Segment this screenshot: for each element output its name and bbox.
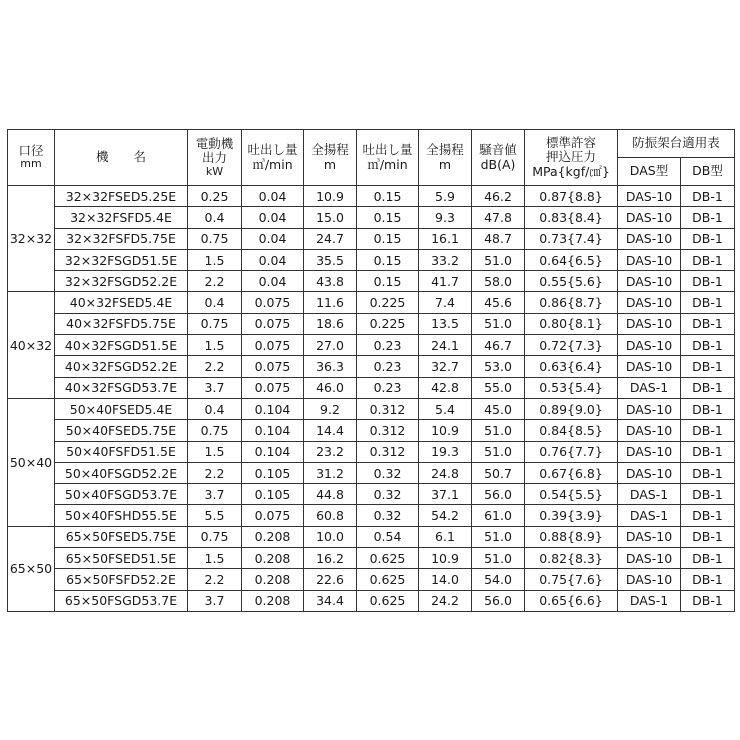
pressure-cell: 0.86{8.7} bbox=[525, 292, 618, 313]
power-cell: 2.2 bbox=[188, 271, 242, 292]
noise-cell: 54.0 bbox=[472, 569, 525, 590]
header-model: 機 名 bbox=[55, 130, 188, 186]
header-head-2: 全揚程 m bbox=[419, 130, 472, 186]
pressure-cell: 0.75{7.6} bbox=[525, 569, 618, 590]
pressure-cell: 0.89{9.0} bbox=[525, 398, 618, 419]
bore-size-cell: 50×40 bbox=[8, 398, 55, 526]
discharge-1-cell: 0.208 bbox=[242, 569, 304, 590]
power-cell: 2.2 bbox=[188, 569, 242, 590]
das-cell: DAS-10 bbox=[618, 462, 681, 483]
das-cell: DAS-10 bbox=[618, 207, 681, 228]
pressure-cell: 0.84{8.5} bbox=[525, 420, 618, 441]
head-1-cell: 46.0 bbox=[304, 377, 357, 398]
table-row bbox=[8, 335, 735, 356]
table-row bbox=[8, 356, 735, 377]
pressure-cell: 0.83{8.4} bbox=[525, 207, 618, 228]
discharge-1-cell: 0.04 bbox=[242, 207, 304, 228]
header-pressure: 標準許容 押込圧力 MPa{kgf/㎠} bbox=[525, 130, 618, 186]
db-cell: DB-1 bbox=[681, 356, 735, 377]
power-cell: 0.4 bbox=[188, 292, 242, 313]
header-head-1: 全揚程 m bbox=[304, 130, 357, 186]
das-cell: DAS-10 bbox=[618, 398, 681, 419]
db-cell: DB-1 bbox=[681, 526, 735, 547]
discharge-1-cell: 0.075 bbox=[242, 377, 304, 398]
head-1-cell: 11.6 bbox=[304, 292, 357, 313]
pressure-cell: 0.67{6.8} bbox=[525, 462, 618, 483]
model-cell: 32×32FSFD5.75E bbox=[55, 228, 188, 249]
table-body bbox=[8, 186, 735, 612]
model-cell: 65×50FSFD52.2E bbox=[55, 569, 188, 590]
db-cell: DB-1 bbox=[681, 569, 735, 590]
head-1-cell: 16.2 bbox=[304, 548, 357, 569]
head-2-cell: 5.9 bbox=[419, 186, 472, 207]
power-cell: 3.7 bbox=[188, 484, 242, 505]
discharge-2-cell: 0.15 bbox=[357, 249, 419, 270]
pressure-cell: 0.39{3.9} bbox=[525, 505, 618, 526]
das-cell: DAS-1 bbox=[618, 505, 681, 526]
noise-cell: 51.0 bbox=[472, 420, 525, 441]
head-2-cell: 9.3 bbox=[419, 207, 472, 228]
pressure-cell: 0.72{7.3} bbox=[525, 335, 618, 356]
head-2-cell: 10.9 bbox=[419, 420, 472, 441]
header-bore: 口径 mm bbox=[8, 130, 55, 186]
das-cell: DAS-10 bbox=[618, 186, 681, 207]
discharge-2-cell: 0.625 bbox=[357, 590, 419, 611]
power-cell: 0.25 bbox=[188, 186, 242, 207]
noise-cell: 55.0 bbox=[472, 377, 525, 398]
db-cell: DB-1 bbox=[681, 484, 735, 505]
power-cell: 0.75 bbox=[188, 420, 242, 441]
table-row bbox=[8, 186, 735, 207]
pump-spec-table bbox=[7, 129, 735, 612]
head-2-cell: 14.0 bbox=[419, 569, 472, 590]
discharge-2-cell: 0.32 bbox=[357, 484, 419, 505]
noise-cell: 51.0 bbox=[472, 441, 525, 462]
head-2-cell: 5.4 bbox=[419, 398, 472, 419]
head-1-cell: 9.2 bbox=[304, 398, 357, 419]
head-1-cell: 23.2 bbox=[304, 441, 357, 462]
db-cell: DB-1 bbox=[681, 186, 735, 207]
das-cell: DAS-10 bbox=[618, 526, 681, 547]
db-cell: DB-1 bbox=[681, 249, 735, 270]
head-2-cell: 32.7 bbox=[419, 356, 472, 377]
db-cell: DB-1 bbox=[681, 335, 735, 356]
power-cell: 1.5 bbox=[188, 548, 242, 569]
noise-cell: 56.0 bbox=[472, 590, 525, 611]
pressure-cell: 0.76{7.7} bbox=[525, 441, 618, 462]
head-2-cell: 10.9 bbox=[419, 548, 472, 569]
model-cell: 40×32FSGD52.2E bbox=[55, 356, 188, 377]
pressure-cell: 0.54{5.5} bbox=[525, 484, 618, 505]
model-cell: 50×40FSED5.75E bbox=[55, 420, 188, 441]
head-2-cell: 6.1 bbox=[419, 526, 472, 547]
table-row bbox=[8, 271, 735, 292]
head-1-cell: 44.8 bbox=[304, 484, 357, 505]
power-cell: 0.75 bbox=[188, 228, 242, 249]
power-cell: 1.5 bbox=[188, 249, 242, 270]
discharge-2-cell: 0.54 bbox=[357, 526, 419, 547]
das-cell: DAS-10 bbox=[618, 548, 681, 569]
discharge-2-cell: 0.312 bbox=[357, 420, 419, 441]
das-cell: DAS-10 bbox=[618, 441, 681, 462]
pressure-cell: 0.82{8.3} bbox=[525, 548, 618, 569]
head-2-cell: 24.2 bbox=[419, 590, 472, 611]
discharge-2-cell: 0.225 bbox=[357, 292, 419, 313]
db-cell: DB-1 bbox=[681, 590, 735, 611]
bore-size-cell: 32×32 bbox=[8, 186, 55, 292]
db-cell: DB-1 bbox=[681, 420, 735, 441]
header-noise: 騒音値 dB(A) bbox=[472, 130, 525, 186]
header-discharge-2: 吐出し量 ㎥/min bbox=[357, 130, 419, 186]
model-cell: 50×40FSGD53.7E bbox=[55, 484, 188, 505]
model-cell: 50×40FSFD51.5E bbox=[55, 441, 188, 462]
head-1-cell: 35.5 bbox=[304, 249, 357, 270]
model-cell: 50×40FSHD55.5E bbox=[55, 505, 188, 526]
head-1-cell: 27.0 bbox=[304, 335, 357, 356]
noise-cell: 51.0 bbox=[472, 249, 525, 270]
header-mount: 防振架台適用表 bbox=[618, 130, 735, 158]
model-cell: 40×32FSED5.4E bbox=[55, 292, 188, 313]
discharge-2-cell: 0.15 bbox=[357, 271, 419, 292]
bore-size-cell: 40×32 bbox=[8, 292, 55, 398]
power-cell: 0.4 bbox=[188, 398, 242, 419]
discharge-1-cell: 0.075 bbox=[242, 505, 304, 526]
table-row bbox=[8, 377, 735, 398]
head-2-cell: 54.2 bbox=[419, 505, 472, 526]
head-1-cell: 34.4 bbox=[304, 590, 357, 611]
pressure-cell: 0.55{5.6} bbox=[525, 271, 618, 292]
noise-cell: 61.0 bbox=[472, 505, 525, 526]
head-1-cell: 10.0 bbox=[304, 526, 357, 547]
das-cell: DAS-10 bbox=[618, 569, 681, 590]
discharge-2-cell: 0.23 bbox=[357, 356, 419, 377]
model-cell: 65×50FSED5.75E bbox=[55, 526, 188, 547]
power-cell: 1.5 bbox=[188, 441, 242, 462]
discharge-2-cell: 0.23 bbox=[357, 377, 419, 398]
table-row bbox=[8, 420, 735, 441]
db-cell: DB-1 bbox=[681, 398, 735, 419]
table-row bbox=[8, 249, 735, 270]
discharge-2-cell: 0.15 bbox=[357, 186, 419, 207]
power-cell: 3.7 bbox=[188, 377, 242, 398]
head-2-cell: 16.1 bbox=[419, 228, 472, 249]
table-row bbox=[8, 548, 735, 569]
pressure-cell: 0.63{6.4} bbox=[525, 356, 618, 377]
db-cell: DB-1 bbox=[681, 441, 735, 462]
power-cell: 1.5 bbox=[188, 335, 242, 356]
header-power: 電動機 出力 kW bbox=[188, 130, 242, 186]
discharge-2-cell: 0.32 bbox=[357, 462, 419, 483]
table-row bbox=[8, 526, 735, 547]
power-cell: 3.7 bbox=[188, 590, 242, 611]
discharge-2-cell: 0.15 bbox=[357, 207, 419, 228]
power-cell: 2.2 bbox=[188, 462, 242, 483]
discharge-1-cell: 0.105 bbox=[242, 462, 304, 483]
db-cell: DB-1 bbox=[681, 207, 735, 228]
head-2-cell: 24.1 bbox=[419, 335, 472, 356]
das-cell: DAS-10 bbox=[618, 335, 681, 356]
das-cell: DAS-10 bbox=[618, 271, 681, 292]
model-cell: 32×32FSFD5.4E bbox=[55, 207, 188, 228]
table-row bbox=[8, 590, 735, 611]
table-row bbox=[8, 313, 735, 334]
discharge-1-cell: 0.075 bbox=[242, 292, 304, 313]
table-row bbox=[8, 569, 735, 590]
noise-cell: 45.6 bbox=[472, 292, 525, 313]
model-cell: 32×32FSGD52.2E bbox=[55, 271, 188, 292]
db-cell: DB-1 bbox=[681, 271, 735, 292]
noise-cell: 51.0 bbox=[472, 526, 525, 547]
noise-cell: 51.0 bbox=[472, 313, 525, 334]
discharge-2-cell: 0.32 bbox=[357, 505, 419, 526]
das-cell: DAS-10 bbox=[618, 249, 681, 270]
power-cell: 5.5 bbox=[188, 505, 242, 526]
model-cell: 32×32FSGD51.5E bbox=[55, 249, 188, 270]
head-2-cell: 42.8 bbox=[419, 377, 472, 398]
model-cell: 65×50FSGD53.7E bbox=[55, 590, 188, 611]
pressure-cell: 0.73{7.4} bbox=[525, 228, 618, 249]
head-1-cell: 10.9 bbox=[304, 186, 357, 207]
das-cell: DAS-1 bbox=[618, 377, 681, 398]
header-discharge-1: 吐出し量 ㎥/min bbox=[242, 130, 304, 186]
discharge-1-cell: 0.04 bbox=[242, 186, 304, 207]
model-cell: 40×32FSFD5.75E bbox=[55, 313, 188, 334]
power-cell: 0.75 bbox=[188, 313, 242, 334]
head-2-cell: 7.4 bbox=[419, 292, 472, 313]
das-cell: DAS-10 bbox=[618, 228, 681, 249]
db-cell: DB-1 bbox=[681, 228, 735, 249]
model-cell: 50×40FSGD52.2E bbox=[55, 462, 188, 483]
head-1-cell: 36.3 bbox=[304, 356, 357, 377]
das-cell: DAS-10 bbox=[618, 356, 681, 377]
power-cell: 0.4 bbox=[188, 207, 242, 228]
noise-cell: 46.2 bbox=[472, 186, 525, 207]
discharge-1-cell: 0.075 bbox=[242, 335, 304, 356]
pressure-cell: 0.64{6.5} bbox=[525, 249, 618, 270]
head-2-cell: 24.8 bbox=[419, 462, 472, 483]
noise-cell: 51.0 bbox=[472, 548, 525, 569]
power-cell: 2.2 bbox=[188, 356, 242, 377]
pressure-cell: 0.87{8.8} bbox=[525, 186, 618, 207]
discharge-1-cell: 0.105 bbox=[242, 484, 304, 505]
discharge-1-cell: 0.104 bbox=[242, 441, 304, 462]
noise-cell: 53.0 bbox=[472, 356, 525, 377]
head-1-cell: 24.7 bbox=[304, 228, 357, 249]
discharge-2-cell: 0.225 bbox=[357, 313, 419, 334]
discharge-1-cell: 0.104 bbox=[242, 398, 304, 419]
discharge-2-cell: 0.15 bbox=[357, 228, 419, 249]
discharge-2-cell: 0.625 bbox=[357, 569, 419, 590]
table-row bbox=[8, 292, 735, 313]
head-1-cell: 22.6 bbox=[304, 569, 357, 590]
noise-cell: 48.7 bbox=[472, 228, 525, 249]
noise-cell: 56.0 bbox=[472, 484, 525, 505]
db-cell: DB-1 bbox=[681, 313, 735, 334]
noise-cell: 45.0 bbox=[472, 398, 525, 419]
discharge-2-cell: 0.312 bbox=[357, 398, 419, 419]
discharge-1-cell: 0.208 bbox=[242, 590, 304, 611]
model-cell: 65×50FSED51.5E bbox=[55, 548, 188, 569]
discharge-1-cell: 0.04 bbox=[242, 271, 304, 292]
das-cell: DAS-10 bbox=[618, 292, 681, 313]
head-2-cell: 19.3 bbox=[419, 441, 472, 462]
das-cell: DAS-1 bbox=[618, 590, 681, 611]
db-cell: DB-1 bbox=[681, 505, 735, 526]
header-db: DB型 bbox=[681, 158, 735, 186]
das-cell: DAS-10 bbox=[618, 313, 681, 334]
das-cell: DAS-10 bbox=[618, 420, 681, 441]
noise-cell: 46.7 bbox=[472, 335, 525, 356]
db-cell: DB-1 bbox=[681, 292, 735, 313]
head-2-cell: 41.7 bbox=[419, 271, 472, 292]
pressure-cell: 0.65{6.6} bbox=[525, 590, 618, 611]
pressure-cell: 0.88{8.9} bbox=[525, 526, 618, 547]
model-cell: 32×32FSED5.25E bbox=[55, 186, 188, 207]
head-1-cell: 15.0 bbox=[304, 207, 357, 228]
discharge-1-cell: 0.075 bbox=[242, 313, 304, 334]
model-cell: 40×32FSGD51.5E bbox=[55, 335, 188, 356]
discharge-1-cell: 0.208 bbox=[242, 548, 304, 569]
table-row bbox=[8, 228, 735, 249]
discharge-1-cell: 0.04 bbox=[242, 228, 304, 249]
table-row bbox=[8, 505, 735, 526]
discharge-1-cell: 0.208 bbox=[242, 526, 304, 547]
discharge-1-cell: 0.075 bbox=[242, 356, 304, 377]
db-cell: DB-1 bbox=[681, 377, 735, 398]
db-cell: DB-1 bbox=[681, 462, 735, 483]
pressure-cell: 0.80{8.1} bbox=[525, 313, 618, 334]
header-das: DAS型 bbox=[618, 158, 681, 186]
table-row bbox=[8, 207, 735, 228]
noise-cell: 50.7 bbox=[472, 462, 525, 483]
das-cell: DAS-1 bbox=[618, 484, 681, 505]
table-row bbox=[8, 484, 735, 505]
table-row bbox=[8, 398, 735, 419]
db-cell: DB-1 bbox=[681, 548, 735, 569]
head-1-cell: 60.8 bbox=[304, 505, 357, 526]
noise-cell: 58.0 bbox=[472, 271, 525, 292]
head-1-cell: 31.2 bbox=[304, 462, 357, 483]
head-2-cell: 37.1 bbox=[419, 484, 472, 505]
discharge-2-cell: 0.23 bbox=[357, 335, 419, 356]
discharge-1-cell: 0.104 bbox=[242, 420, 304, 441]
bore-size-cell: 65×50 bbox=[8, 526, 55, 611]
power-cell: 0.75 bbox=[188, 526, 242, 547]
head-1-cell: 14.4 bbox=[304, 420, 357, 441]
model-cell: 40×32FSGD53.7E bbox=[55, 377, 188, 398]
noise-cell: 47.8 bbox=[472, 207, 525, 228]
table-row bbox=[8, 441, 735, 462]
model-cell: 50×40FSED5.4E bbox=[55, 398, 188, 419]
discharge-2-cell: 0.312 bbox=[357, 441, 419, 462]
pressure-cell: 0.53{5.4} bbox=[525, 377, 618, 398]
table-row bbox=[8, 462, 735, 483]
discharge-1-cell: 0.04 bbox=[242, 249, 304, 270]
head-1-cell: 43.8 bbox=[304, 271, 357, 292]
head-2-cell: 13.5 bbox=[419, 313, 472, 334]
head-2-cell: 33.2 bbox=[419, 249, 472, 270]
discharge-2-cell: 0.625 bbox=[357, 548, 419, 569]
head-1-cell: 18.6 bbox=[304, 313, 357, 334]
